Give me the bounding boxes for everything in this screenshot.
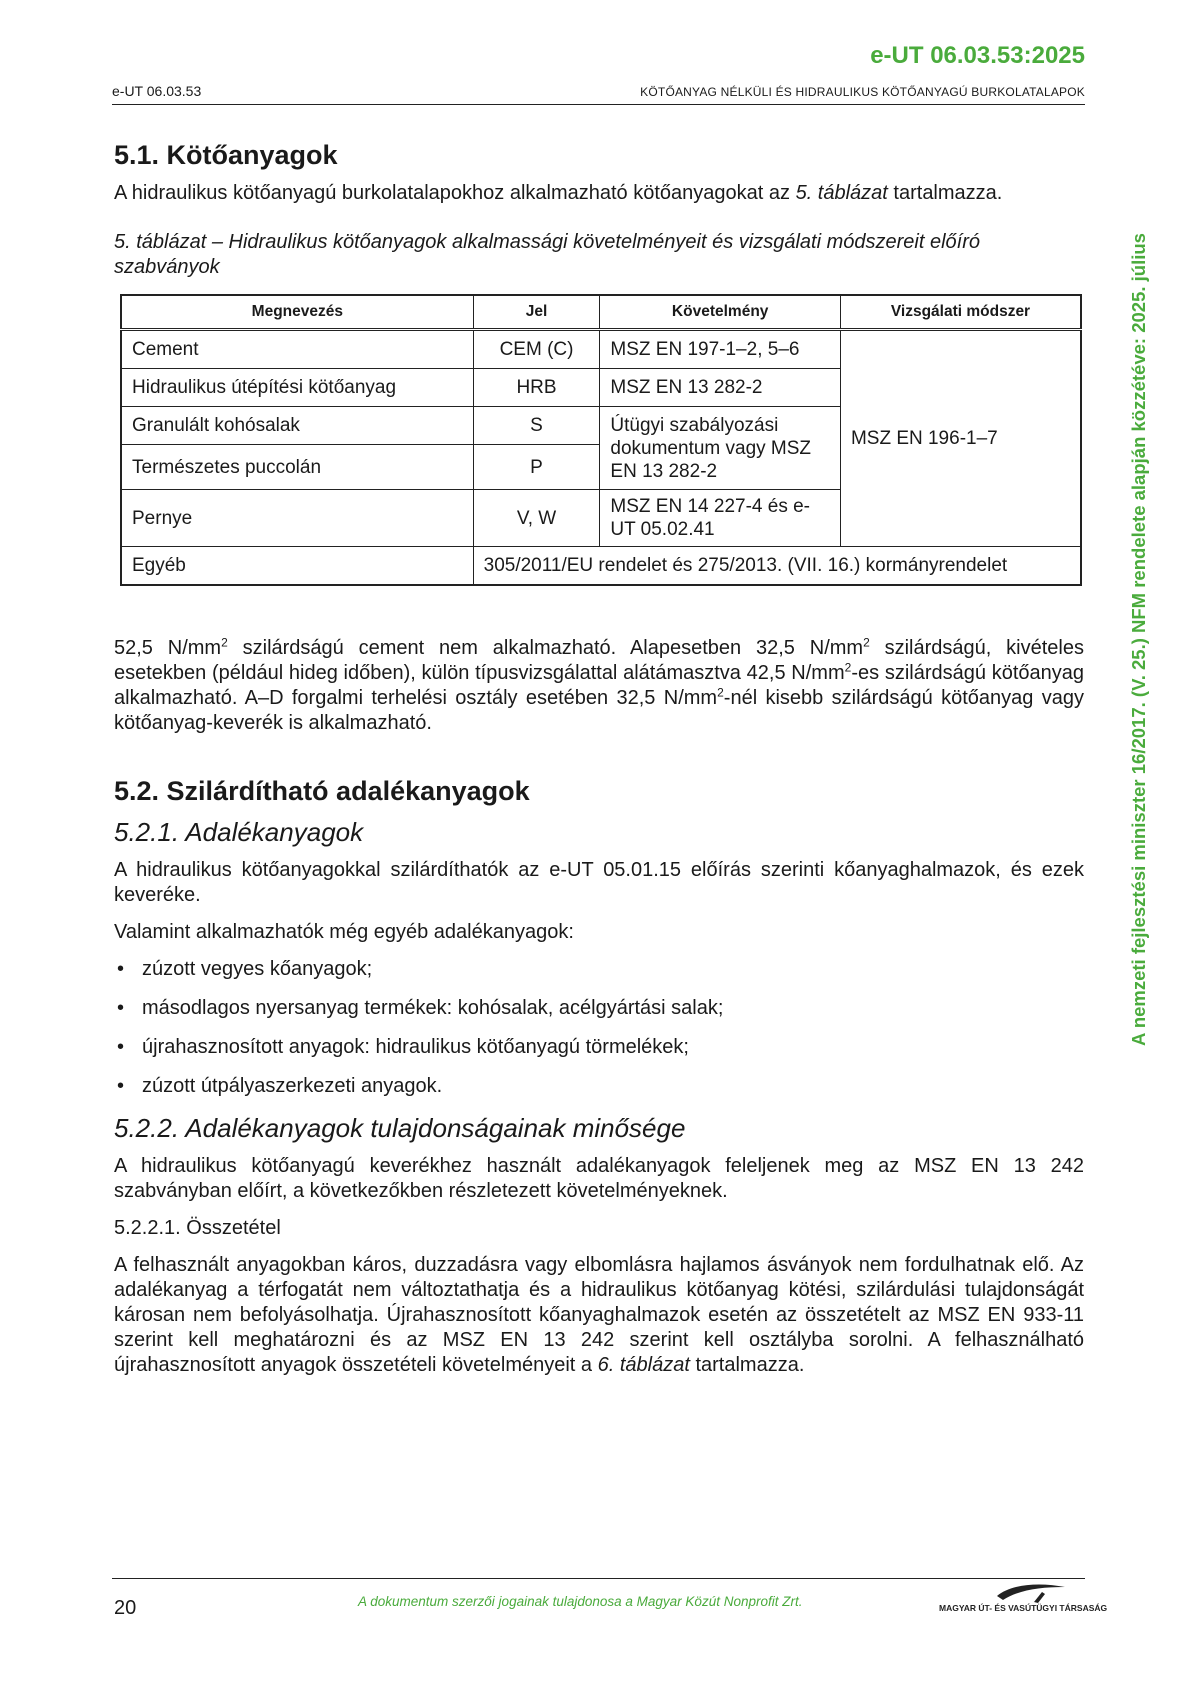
table-cell-symbol: S bbox=[473, 407, 600, 445]
table-cell-symbol: CEM (C) bbox=[473, 330, 600, 369]
side-publication-note: A nemzeti fejlesztési miniszter 16/2017. (V. 25.) NFM rendelete alapján közzétéve: 2025. július bbox=[1128, 233, 1149, 1046]
aggregate-list bbox=[114, 957, 1084, 1099]
aggregate-paragraph: A hidraulikus kötőanyagokkal szilárdíthatók az e-UT 05.01.15 előírás szerinti kőanyaghalmazok, és ezek keveréke. bbox=[114, 859, 1084, 906]
header-divider bbox=[112, 104, 1085, 105]
table-cell-name: Hidraulikus útépítési kötőanyag bbox=[121, 369, 473, 407]
table-header-row bbox=[121, 295, 1081, 330]
table-reference: 6. táblázat bbox=[597, 1354, 690, 1376]
section-5-1-intro: A hidraulikus kötőanyagú burkolatalapokhoz alkalmazható kötőanyagokat az 5. táblázat tartalmazza. bbox=[114, 182, 1003, 204]
table-header-cell: Jel bbox=[473, 295, 600, 330]
table-caption: 5. táblázat – Hidraulikus kötőanyagok alkalmassági követelményeit és vizsgálati módszereit előíró szabványok bbox=[114, 231, 980, 278]
table-cell-name: Természetes puccolán bbox=[121, 445, 473, 490]
table-cell-requirement: MSZ EN 14 227-4 és e-UT 05.02.41 bbox=[600, 490, 841, 547]
table-header-cell: Követelmény bbox=[600, 295, 841, 330]
table-cell-name: Granulált kohósalak bbox=[121, 407, 473, 445]
table-header-cell: Vizsgálati módszer bbox=[840, 295, 1081, 330]
table-cell-method: MSZ EN 196-1–7 bbox=[840, 330, 1081, 547]
document-id: e-UT 06.03.53:2025 bbox=[870, 42, 1085, 69]
section-heading-5-2-2: 5.2.2. Adalékanyagok tulajdonságainak minősége bbox=[114, 1113, 686, 1143]
section-heading-5-2-2-1: 5.2.2.1. Összetétel bbox=[114, 1217, 281, 1239]
composition-paragraph: A felhasznált anyagokban káros, duzzadásra vagy elbomlásra hajlamos ásványok nem fordulhatnak elő. Az adalékanyag a térfogatát nem változtathatja és a hidraulikus kötőanyag kötési, szilárdulási tulajdonságát károsan nem befolyásolhatja. Újrahasznosított kőanyaghalmazok esetén az összetételt az MSZ EN 933-11 szerint kell meghatározni és az MSZ EN 13 242 szerint kell osztályba sorolni. A felhasználható újrahasznosított anyagok összetételi követelményeit a 6. táblázat tartalmazza. bbox=[114, 1254, 1084, 1376]
table-cell-name: Cement bbox=[121, 330, 473, 369]
table-cell-symbol: HRB bbox=[473, 369, 600, 407]
strength-paragraph: 52,5 $N/mm^2$ szilárdságú cement nem alkalmazható. Alapesetben 32,5 $N/mm^2$ szilárdságú, kivételes esetekben (például hideg időben), külön típusvizsgálattal alátámasztva 42,5 $N/mm^2-es$ szilárdságú kötőanyag alkalmazható. A–D forgalmi terhelési osztály esetében 32,5 $N/mm^2$-nél kisebb szilárdságú kötőanyag vagy kötőanyag-keverék is alkalmazható. bbox=[114, 635, 1084, 734]
list-item: • újrahasznosított anyagok: hidraulikus kötőanyagú törmelékek; bbox=[117, 1036, 689, 1058]
table-cell-requirement: MSZ EN 13 282-2 bbox=[600, 369, 841, 407]
copyright-note: A dokumentum szerzői jogainak tulajdonosa a Magyar Közút Nonprofit Zrt. bbox=[358, 1594, 803, 1609]
section-heading-5-1: 5.1. Kötőanyagok bbox=[114, 140, 338, 170]
table-cell-name: Egyéb bbox=[121, 547, 473, 586]
page-number: 20 bbox=[114, 1597, 137, 1619]
table-reference: 5. táblázat bbox=[795, 182, 888, 204]
table-row bbox=[121, 547, 1081, 586]
table-cell-regulation: 305/2011/EU rendelet és 275/2013. (VII. 16.) kormányrendelet bbox=[473, 547, 1081, 586]
list-item: • zúzott vegyes kőanyagok; bbox=[117, 958, 373, 980]
list-item: • zúzott útpályaszerkezeti anyagok. bbox=[117, 1075, 443, 1097]
table-cell-requirement: MSZ EN 197-1–2, 5–6 bbox=[600, 330, 841, 369]
table-cell-symbol: V, W bbox=[473, 490, 600, 547]
page-content bbox=[114, 140, 1084, 1390]
aggregate-list-intro: Valamint alkalmazhatók még egyéb adalékanyagok: bbox=[114, 921, 574, 943]
list-item: • másodlagos nyersanyag termékek: kohósalak, acélgyártási salak; bbox=[117, 997, 724, 1019]
table-header-cell: Megnevezés bbox=[121, 295, 473, 330]
footer-divider bbox=[112, 1578, 1085, 1579]
table-cell-symbol: P bbox=[473, 445, 600, 490]
section-heading-5-2: 5.2. Szilárdítható adalékanyagok bbox=[114, 776, 530, 806]
table-cell-name: Pernye bbox=[121, 490, 473, 547]
svg-text:MAGYAR ÚT- ÉS VASÚTÜGYI TÁRSAS: MAGYAR ÚT- ÉS VASÚTÜGYI TÁRSASÁG bbox=[939, 1603, 1108, 1613]
header-right: KÖTŐANYAG NÉLKÜLI ÉS HIDRAULIKUS KÖTŐANYAGÚ BURKOLATALAPOK bbox=[640, 85, 1085, 99]
quality-paragraph: A hidraulikus kötőanyagú keverékhez használt adalékanyagok feleljenek meg az MSZ EN 13 242 szabványban előírt, a következőkben részletezett követelményeknek. bbox=[114, 1155, 1084, 1202]
binder-standards-table bbox=[120, 294, 1082, 586]
section-heading-5-2-1: 5.2.1. Adalékanyagok bbox=[114, 817, 364, 847]
header-left: e-UT 06.03.53 bbox=[112, 83, 202, 99]
table-row bbox=[121, 330, 1081, 369]
table-cell-requirement: Útügyi szabályozási dokumentum vagy MSZ EN 13 282-2 bbox=[600, 407, 841, 490]
association-logo bbox=[939, 1580, 1108, 1616]
